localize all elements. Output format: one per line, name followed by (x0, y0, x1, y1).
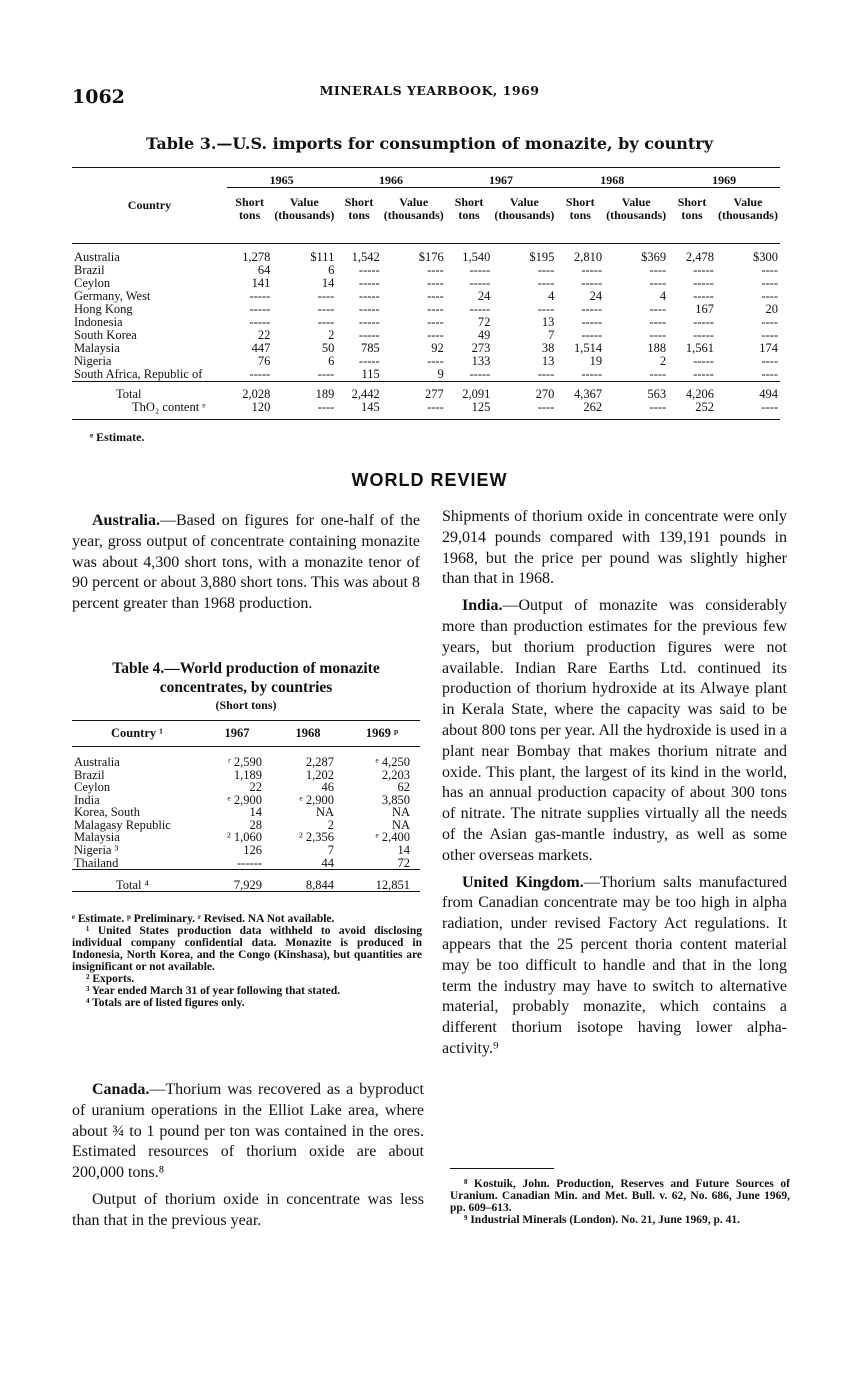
lead-india: India. (462, 597, 503, 615)
value-cell: NA (391, 805, 410, 820)
country-cell: Hong Kong (74, 301, 133, 316)
value-cell: ----- (358, 314, 380, 329)
value-cell: 174 (759, 340, 778, 355)
value-cell: 46 (321, 780, 334, 795)
country-cell: Australia (74, 249, 120, 264)
lead-canada: Canada. (92, 1081, 150, 1098)
value-cell: 20 (765, 301, 778, 316)
value-cell: ----- (693, 275, 714, 290)
value-cell: ----- (358, 275, 380, 290)
value-cell: 1,540 (462, 249, 491, 264)
value-cell: ----- (693, 353, 714, 368)
country-cell: Nigeria ³ (74, 843, 119, 858)
value-cell: 167 (695, 301, 714, 316)
table3-note: ᵉ Estimate. (90, 430, 145, 444)
value-cell: 133 (471, 353, 491, 368)
table4 (72, 720, 420, 892)
t4-header-country: Country ¹ (110, 726, 163, 741)
value-cell: ----- (469, 301, 491, 316)
value-cell: ---- (649, 314, 667, 329)
value-cell: 2,091 (462, 387, 491, 401)
value-cell: 1,561 (685, 340, 714, 355)
value-cell: 7 (548, 327, 555, 342)
table4-row (72, 857, 420, 870)
text-canada: —Thorium was recovered as a byproduct of uranium operations in the Elliot Lake area, where about ¾ to 1 pound per ton was contained in the ores. Estimated resources of thorium oxide are about 200,000 tons.⁸ (72, 1081, 424, 1182)
value-cell: ----- (581, 262, 603, 277)
value-cell: ᵉ 2,400 (375, 830, 410, 845)
footnote-8: ⁸ Kostuik, John. Production, Reserves and Future Sources of Uranium. Canadian Min. and Met. Bull. v. 62, No. 686, June 1969, pp. 609–613. (450, 1178, 790, 1214)
table3-row (72, 342, 780, 355)
value-cell: ----- (581, 301, 603, 316)
value-cell: 188 (647, 340, 667, 355)
value-cell: ----- (249, 366, 271, 381)
table4-row (72, 806, 420, 819)
country-cell: India (74, 792, 100, 807)
value-cell: 4,206 (685, 387, 714, 401)
table3-row (72, 264, 780, 277)
value-cell: ----- (581, 327, 603, 342)
t4-note-1: ¹ United States production data withheld to avoid disclosing individual company confidential data. Monazite is produced in Indonesia, North Korea, and the Congo (Kinshasa), but quantities are insignificant or not available. (72, 925, 422, 973)
country-cell: Germany, West (74, 288, 151, 303)
value-cell: 563 (647, 387, 667, 401)
value-cell: 2,203 (381, 767, 410, 782)
value-cell: ----- (469, 275, 491, 290)
country-header: Country (72, 168, 227, 244)
value-cell: 13 (541, 314, 555, 329)
paragraph-india (442, 596, 787, 866)
value-cell: ---- (427, 353, 444, 368)
value-cell: 22 (249, 780, 262, 795)
value-cell: $111 (310, 249, 335, 264)
subhead-short: Short tons (677, 195, 707, 222)
value-cell: 92 (431, 340, 444, 355)
paragraph-shipments: Shipments of thorium oxide in concentrate were only 29,014 pounds compared with 139,191 pounds in 1968, but the price per pound was slightly higher than that in 1968. (442, 508, 787, 588)
value-cell: 64 (257, 262, 271, 277)
value-cell: 3,850 (381, 792, 410, 807)
value-cell: 273 (471, 340, 491, 355)
value-cell: ---- (317, 301, 335, 316)
value-cell: 2 (327, 817, 334, 832)
value-cell: 12,851 (375, 877, 410, 892)
value-cell: ---- (537, 262, 555, 277)
table3-body (72, 244, 780, 420)
value-cell: ----- (693, 262, 714, 277)
value-cell: ---- (761, 327, 778, 342)
value-cell: ---- (537, 275, 555, 290)
value-cell: 7 (327, 843, 334, 858)
table3-tho2-row (72, 401, 780, 419)
value-cell: 49 (477, 327, 491, 342)
paragraph-canada-2: Output of thorium oxide in concentrate was less than that in the previous year. (72, 1190, 424, 1229)
country-cell: Total ⁴ (116, 877, 149, 892)
value-cell: ---- (761, 314, 778, 329)
subhead-short: Short tons (454, 195, 484, 222)
t4-note-2: ² Exports. (86, 973, 135, 985)
table3-row (72, 316, 780, 329)
year-1966: 1966 (336, 168, 445, 188)
value-cell: ----- (358, 288, 380, 303)
value-cell: 1,514 (574, 340, 603, 355)
table4-title: Table 4.—World production of monazite concentrates, by countries (112, 660, 380, 696)
table3-title: Table 3.—U.S. imports for consumption of monazite, by country (145, 134, 714, 153)
value-cell: ---- (537, 400, 555, 414)
country-cell: ThO₂ content ᵉ (132, 400, 206, 414)
value-cell: ---- (537, 366, 555, 381)
value-cell: ----- (358, 301, 380, 316)
country-cell: Indonesia (74, 314, 123, 329)
value-cell: 38 (541, 340, 555, 355)
value-cell: 145 (360, 400, 380, 414)
table3-total-row (72, 381, 780, 401)
value-cell: ----- (358, 327, 380, 342)
table3-row (72, 368, 780, 382)
value-cell: ---- (649, 400, 667, 414)
country-cell: Brazil (74, 262, 105, 277)
value-cell: ᵉ 2,900 (227, 792, 262, 807)
value-cell: ----- (469, 262, 491, 277)
country-cell: Australia (74, 754, 120, 769)
value-cell: $369 (641, 249, 667, 264)
value-cell: ----- (358, 262, 380, 277)
table4-unit: (Short tons) (215, 698, 277, 712)
subhead-short: Short tons (344, 195, 374, 222)
country-cell: South Africa, Republic of (74, 366, 203, 381)
value-cell: ----- (469, 366, 491, 381)
country-cell: Malagasy Republic (74, 817, 171, 832)
value-cell: 76 (257, 353, 271, 368)
value-cell: ----- (693, 327, 714, 342)
value-cell: 9 (437, 366, 444, 381)
value-cell: $300 (753, 249, 778, 264)
value-cell: 14 (321, 275, 335, 290)
value-cell: ----- (693, 288, 714, 303)
value-cell: 2 (659, 353, 667, 368)
footnote-9: ⁹ Industrial Minerals (London). No. 21, June 1969, p. 41. (464, 1214, 740, 1226)
value-cell: 19 (589, 353, 603, 368)
value-cell: 72 (477, 314, 491, 329)
value-cell: 120 (251, 400, 271, 414)
value-cell: 270 (535, 387, 555, 401)
country-cell: Total (116, 387, 142, 401)
value-cell: 44 (321, 855, 334, 870)
left-column-top (72, 511, 420, 621)
table3-row (72, 244, 780, 264)
value-cell: 50 (321, 340, 335, 355)
value-cell: ᵉ 4,250 (375, 754, 410, 769)
t4-note-0: ᵉ Estimate. ᵖ Preliminary. ʳ Revised. NA Not available. (72, 913, 335, 925)
value-cell: 24 (477, 288, 491, 303)
value-cell: 125 (471, 400, 491, 414)
section-title: WORLD REVIEW (351, 470, 508, 490)
country-cell: Ceylon (74, 780, 111, 795)
value-cell: ---- (761, 275, 778, 290)
value-cell: ² 1,060 (227, 830, 262, 845)
value-cell: ---- (649, 301, 667, 316)
value-cell: ---- (427, 314, 444, 329)
value-cell: 14 (249, 805, 262, 820)
year-1965: 1965 (227, 168, 336, 188)
value-cell: 62 (397, 780, 410, 795)
value-cell: ----- (249, 301, 271, 316)
table4-row (72, 769, 420, 782)
value-cell: ---- (761, 262, 778, 277)
country-cell: Malaysia (74, 340, 120, 355)
t4-note-3: ³ Year ended March 31 of year following that stated. (86, 985, 341, 997)
value-cell: $176 (418, 249, 444, 264)
running-title: MINERALS YEARBOOK, 1969 (319, 83, 540, 98)
table4-body (72, 747, 420, 892)
value-cell: ---- (761, 288, 778, 303)
value-cell: ʳ 2,590 (228, 754, 262, 769)
value-cell: ----- (581, 366, 603, 381)
value-cell: 141 (251, 275, 271, 290)
value-cell: ---- (427, 275, 444, 290)
t4-header-1968: 1968 (295, 726, 321, 741)
value-cell: ---- (649, 366, 667, 381)
t4-header-1967: 1967 (224, 726, 250, 741)
value-cell: 785 (360, 340, 380, 355)
right-column (442, 507, 787, 1066)
value-cell: 13 (541, 353, 555, 368)
subhead-value: Value (thousands) (274, 195, 335, 222)
paragraph-uk (442, 873, 787, 1060)
value-cell: ---- (761, 400, 778, 414)
value-cell: 277 (425, 387, 444, 401)
page-number: 1062 (72, 86, 125, 108)
value-cell: 24 (589, 288, 603, 303)
value-cell: ------ (237, 855, 262, 870)
value-cell: ----- (693, 366, 714, 381)
value-cell: ---- (427, 288, 444, 303)
value-cell: 262 (583, 400, 603, 414)
country-cell: Korea, South (74, 805, 140, 820)
value-cell: 6 (328, 262, 335, 277)
value-cell: ---- (761, 366, 778, 381)
text-uk: —Thorium salts manufactured from Canadian concentrate may be too high in alpha radiation, under revised Factory Act regulations. It appears that the 25 percent thoria content material may be too difficult to handle and that in the long term the industry may have to switch to alternative material, probably monazite, which contains a different thorium isotope having lower alpha-activity.⁹ (442, 873, 787, 1057)
country-cell: Thailand (74, 855, 119, 870)
value-cell: 28 (249, 817, 262, 832)
value-cell: 4 (548, 288, 555, 303)
table4-row (72, 844, 420, 857)
value-cell: ---- (761, 353, 778, 368)
value-cell: NA (315, 805, 334, 820)
text-india: —Output of monazite was considerably more than production estimates for the previous few years, but thorium production figures were not available. Indian Rare Earths Ltd. continued its production of thorium hydroxide at its Alwaye plant in Kerala State, where the capacity was said to be about 800 tons per year. All the hydroxide is used in a plant near Bombay that makes thorium nitrate and oxide. This plant, the largest of its kind in the world, has an annual production capacity of about 300 tons of nitrate. The nitrate supplies virtually all the needs of the Asian gas-mantle industry, as well as some other overseas markets. (442, 597, 787, 864)
value-cell: ---- (427, 301, 444, 316)
table4-row (72, 747, 420, 769)
lead-australia: Australia. (92, 512, 160, 529)
subhead-value: Value (thousands) (606, 195, 667, 222)
value-cell: 14 (397, 843, 410, 858)
table4-row (72, 781, 420, 794)
footnote-rule (450, 1168, 554, 1169)
value-cell: 7,929 (233, 877, 262, 892)
value-cell: 2 (328, 327, 335, 342)
value-cell: 494 (759, 387, 778, 401)
country-cell: South Korea (74, 327, 137, 342)
value-cell: ᵉ 2,900 (299, 792, 334, 807)
value-cell: ---- (427, 400, 444, 414)
footnotes (450, 1178, 790, 1226)
value-cell: 447 (251, 340, 271, 355)
value-cell: ----- (249, 314, 271, 329)
table4-notes (72, 913, 422, 1009)
year-1968: 1968 (556, 168, 668, 188)
country-cell: Malaysia (74, 830, 120, 845)
value-cell: 1,542 (351, 249, 380, 264)
value-cell: ---- (427, 327, 444, 342)
t4-note-4: ⁴ Totals are of listed figures only. (86, 997, 245, 1009)
table3-row (72, 290, 780, 303)
value-cell: 4 (659, 288, 667, 303)
table3-row (72, 277, 780, 290)
value-cell: ----- (358, 353, 380, 368)
value-cell: ---- (317, 314, 335, 329)
paragraph-australia (72, 511, 420, 615)
value-cell: 22 (257, 327, 271, 342)
value-cell: ---- (317, 366, 335, 381)
t4-header-1969: 1969 ᵖ (365, 726, 399, 741)
year-1969: 1969 (668, 168, 780, 188)
value-cell: ---- (427, 262, 444, 277)
table3-row (72, 355, 780, 368)
value-cell: ² 2,356 (299, 830, 334, 845)
paragraph-canada (72, 1080, 424, 1184)
lead-uk: United Kingdom. (462, 873, 584, 891)
country-cell: Nigeria (74, 353, 112, 368)
value-cell: ----- (693, 314, 714, 329)
value-cell: 2,287 (305, 754, 334, 769)
table3-row (72, 303, 780, 316)
value-cell: 2,810 (574, 249, 603, 264)
value-cell: 252 (695, 400, 714, 414)
country-cell: Ceylon (74, 275, 111, 290)
subhead-value: Value (thousands) (494, 195, 555, 222)
value-cell: 189 (315, 387, 335, 401)
value-cell: ---- (649, 275, 667, 290)
value-cell: 2,028 (242, 387, 271, 401)
left-column-bottom (72, 1080, 424, 1238)
value-cell: 72 (397, 855, 410, 870)
country-cell: Brazil (74, 767, 105, 782)
value-cell: 6 (328, 353, 335, 368)
value-cell: ---- (317, 288, 335, 303)
value-cell: ----- (581, 275, 603, 290)
subhead-short: Short tons (565, 195, 595, 222)
value-cell: ----- (581, 314, 603, 329)
year-1967: 1967 (446, 168, 557, 188)
table4-total-row (72, 870, 420, 892)
value-cell: 1,189 (233, 767, 262, 782)
table3-row (72, 329, 780, 342)
subhead-value: Value (thousands) (717, 195, 778, 222)
value-cell: ---- (649, 262, 667, 277)
value-cell: 2,478 (685, 249, 714, 264)
value-cell: 126 (243, 843, 262, 858)
value-cell: NA (391, 817, 410, 832)
value-cell: ---- (317, 400, 335, 414)
value-cell: ---- (537, 301, 555, 316)
subhead-value: Value (thousands) (383, 195, 444, 222)
value-cell: 115 (361, 366, 380, 381)
text-australia: —Based on figures for one-half of the year, gross output of concentrate containing monazite was about 4,300 short tons, with a monazite tenor of 90 percent or about 3,880 short tons. This was about 8 percent greater than 1968 production. (72, 512, 420, 613)
value-cell: 2,442 (351, 387, 380, 401)
value-cell: $195 (529, 249, 555, 264)
value-cell: 8,844 (305, 877, 334, 892)
value-cell: 1,278 (242, 249, 271, 264)
value-cell: ---- (649, 327, 667, 342)
subhead-short: Short tons (235, 195, 264, 222)
value-cell: 4,367 (574, 387, 603, 401)
value-cell: ----- (249, 288, 271, 303)
value-cell: 1,202 (305, 767, 334, 782)
table3 (72, 167, 780, 420)
